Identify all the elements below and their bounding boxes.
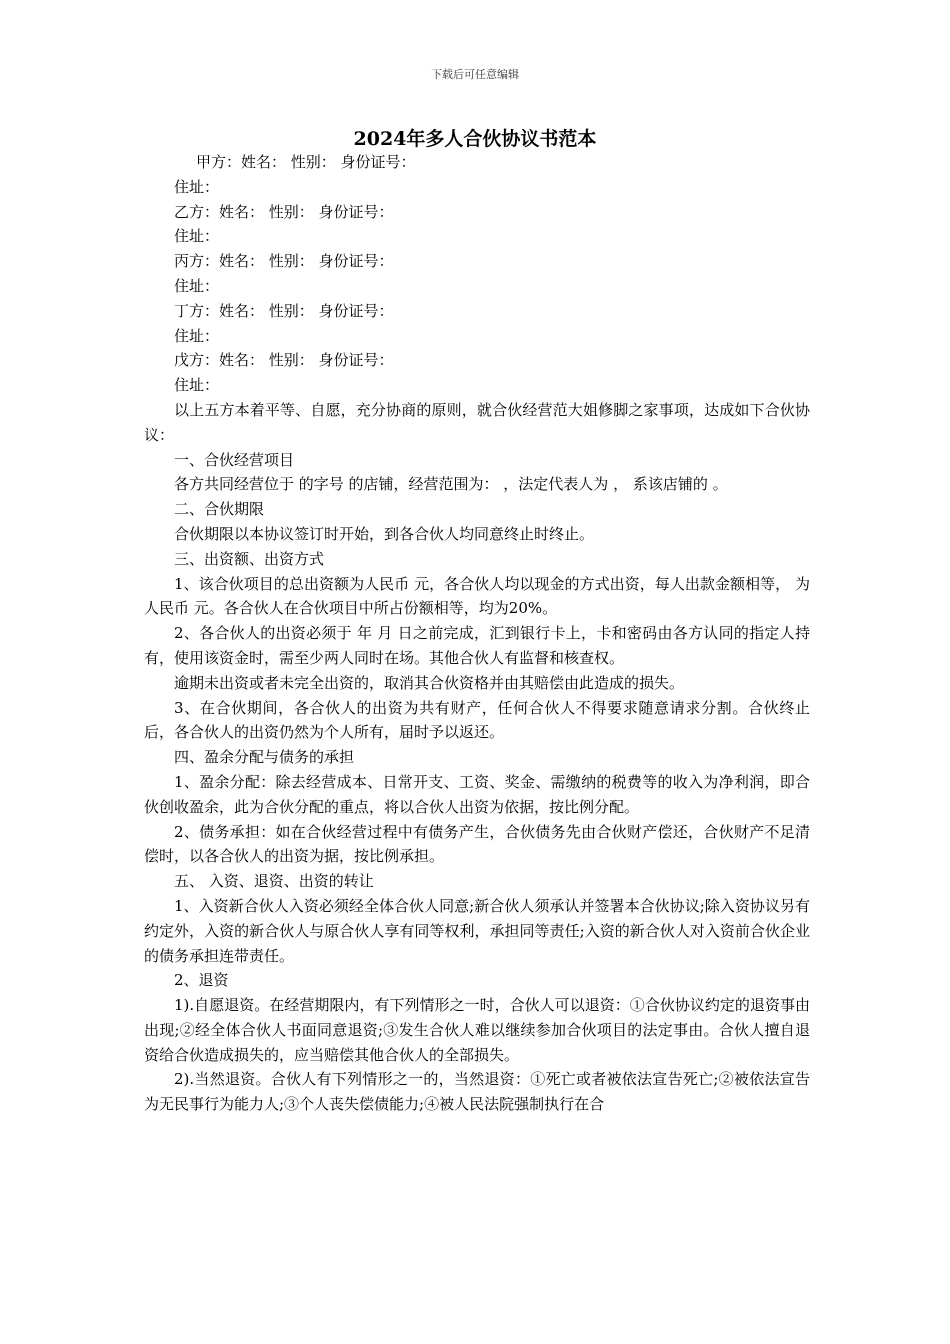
paragraph: 2、债务承担：如在合伙经营过程中有债务产生，合伙债务先由合伙财产偿还，合伙财产不足清偿时，以各合伙人的出资为据，按比例承担。 [144, 822, 810, 866]
paragraph: 住址： [174, 326, 220, 345]
paragraph: 以上五方本着平等、自愿，充分协商的原则，就合伙经营范大姐修脚之家事项，达成如下合伙协议： [144, 400, 810, 444]
paragraph: 合伙期限以本协议签订时开始，到各合伙人均同意终止时终止。 [174, 524, 595, 543]
paragraph: 1).自愿退资。在经营期限内，有下列情形之一时，合伙人可以退资：①合伙协议约定的退资事由出现;②经全体合伙人书面同意退资;③发生合伙人难以继续参加合伙项目的法定事由。合伙人擅自退资给合伙造成损失的，应当赔偿其他合伙人的全部损失。 [144, 996, 810, 1064]
paragraph: 住址： [174, 227, 220, 246]
section-heading: 二、合伙期限 [174, 500, 265, 519]
document-body [144, 150, 810, 1117]
section-heading: 五、 入资、退资、出资的转让 [174, 872, 374, 891]
paragraph: 丁方：姓名： 性别： 身份证号： [174, 301, 394, 320]
paragraph: 丙方：姓名： 性别： 身份证号： [174, 252, 394, 271]
paragraph: 乙方：姓名： 性别： 身份证号： [174, 202, 394, 221]
paragraph: 1、盈余分配：除去经营成本、日常开支、工资、奖金、需缴纳的税费等的收入为净利润，即合伙创收盈余，此为合伙分配的重点，将以合伙人出资为依据，按比例分配。 [144, 772, 810, 816]
paragraph: 2).当然退资。合伙人有下列情形之一的，当然退资：①死亡或者被依法宣告死亡;②被依法宣告为无民事行为能力人;③个人丧失偿债能力;④被人民法院强制执行在合 [144, 1070, 810, 1114]
paragraph: 逾期未出资或者未完全出资的，取消其合伙资格并由其赔偿由此造成的损失。 [174, 673, 685, 692]
paragraph: 住址： [174, 177, 220, 196]
paragraph: 1、入资新合伙人入资必须经全体合伙人同意;新合伙人须承认并签署本合伙协议;除入资协议另有约定外，入资的新合伙人与原合伙人享有同等权利，承担同等责任;入资的新合伙人对入资前合伙企业的债务承担连带责任。 [144, 896, 810, 965]
paragraph: 各方共同经营位于 的字号 的店铺，经营范围为： ，法定代表人为 ， 系该店铺的 。 [174, 475, 728, 494]
paragraph: 住址： [174, 376, 220, 395]
paragraph: 2、退资 [174, 971, 229, 990]
document-title: 2024年多人合伙协议书范本 [353, 128, 597, 150]
paragraph: 戊方：姓名： 性别： 身份证号： [174, 351, 394, 370]
section-heading: 三、出资额、出资方式 [174, 549, 325, 568]
paragraph: 3、在合伙期间，各合伙人的出资为共有财产，任何合伙人不得要求随意请求分割。合伙终止后，各合伙人的出资仍然为个人所有，届时予以返还。 [144, 698, 810, 742]
paragraph: 1、该合伙项目的总出资额为人民币 元，各合伙人均以现金的方式出资，每人出款金额相等， 为人民币 元。各合伙人在合伙项目中所占份额相等，均为20%。 [144, 574, 810, 618]
section-heading: 一、合伙经营项目 [174, 450, 295, 469]
section-heading: 四、盈余分配与债务的承担 [174, 748, 355, 767]
paragraph: 2、各合伙人的出资必须于 年 月 日之前完成，汇到银行卡上，卡和密码由各方认同的指定人持有，使用该资金时，需至少两人同时在场。其他合伙人有监督和核查权。 [144, 624, 810, 667]
paragraph: 甲方：姓名： 性别： 身份证号： [196, 153, 416, 171]
paragraph: 住址： [174, 276, 220, 295]
header-note: 下载后可任意编辑 [431, 68, 519, 81]
